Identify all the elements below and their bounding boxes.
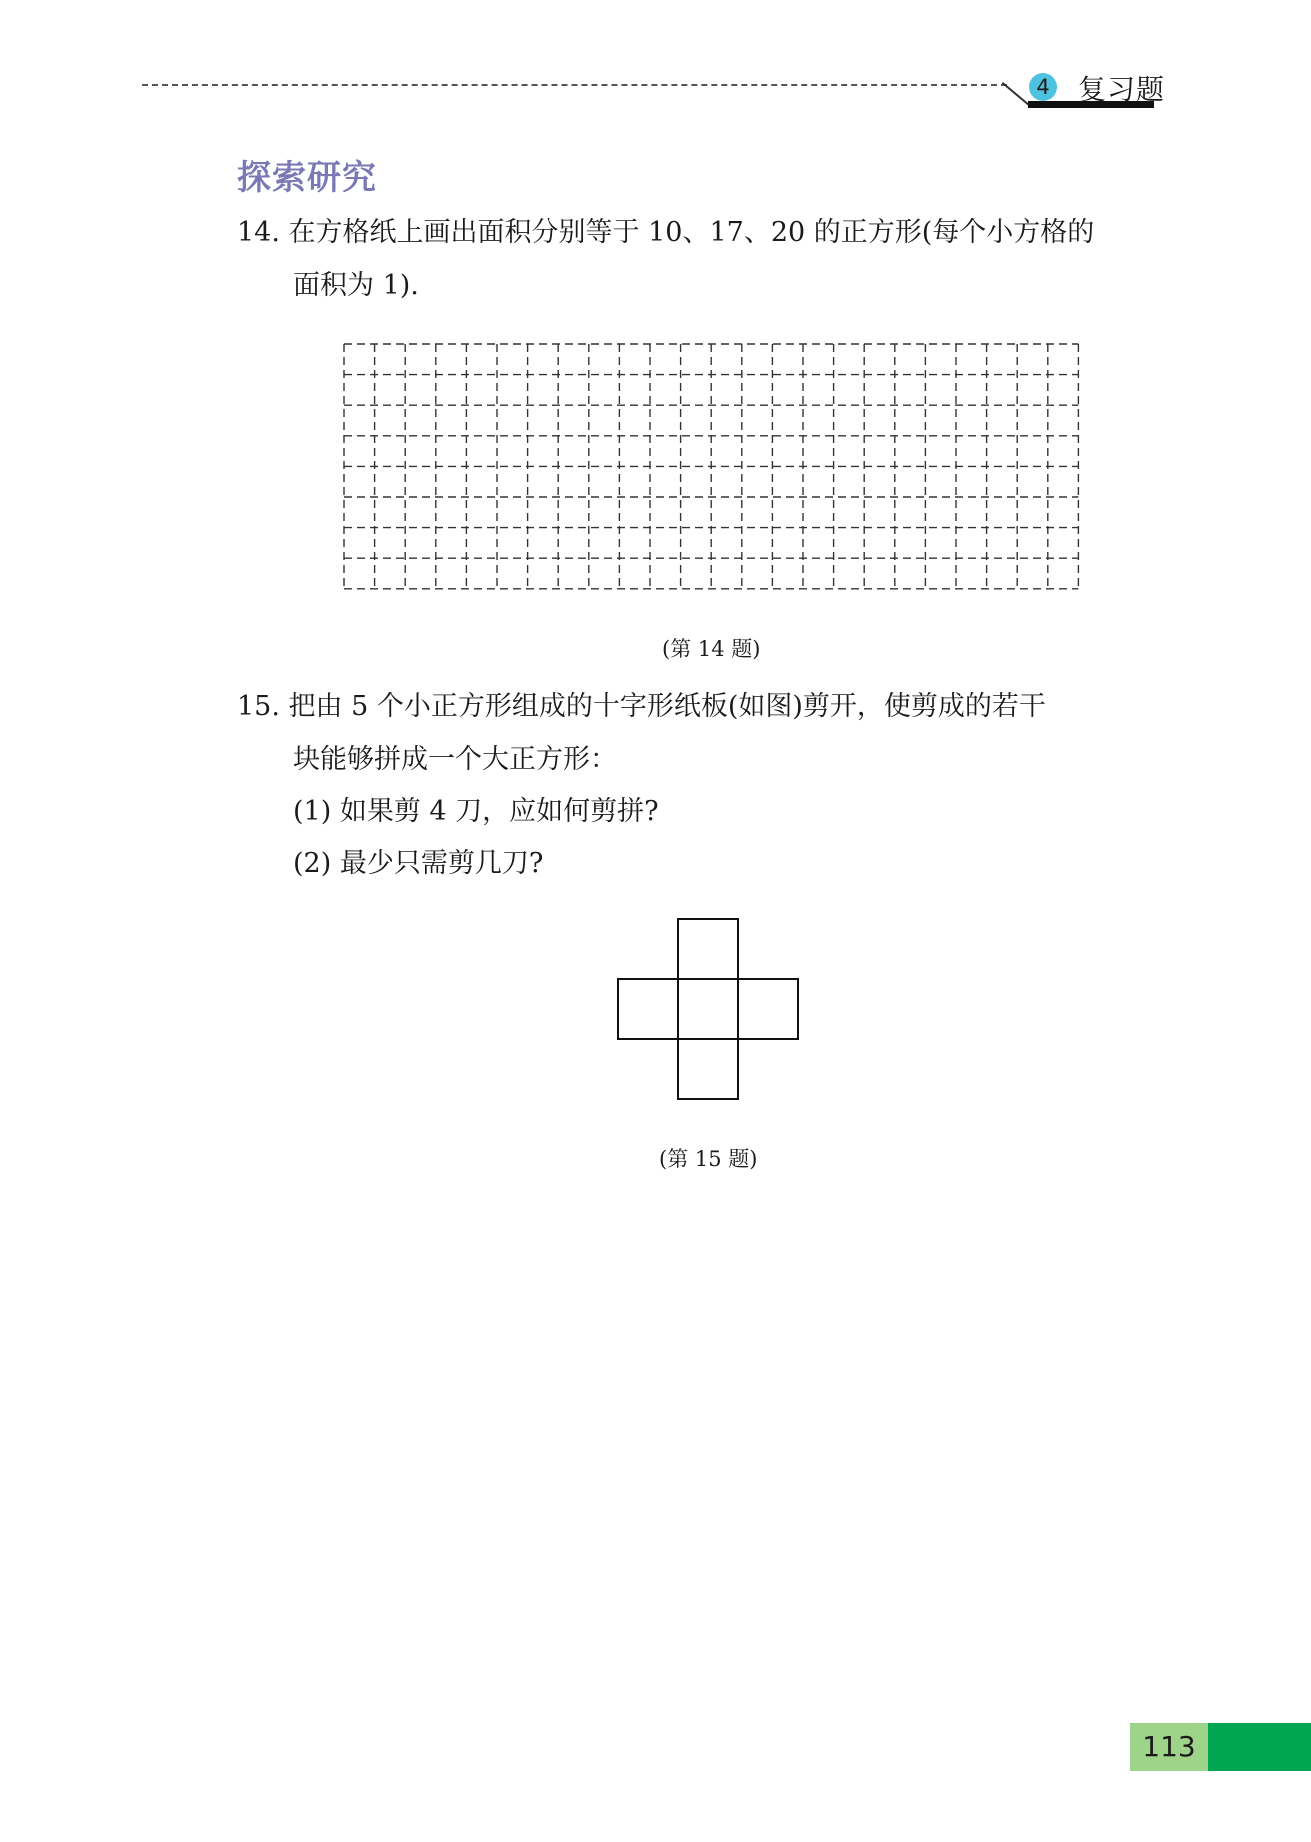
header-slant-rule — [1002, 82, 1029, 105]
q15-caption: (第 15 题) — [659, 1147, 758, 1171]
cross-square-top — [678, 919, 738, 979]
grid-paper — [343, 343, 1083, 593]
page-number-bar-dark — [1208, 1723, 1311, 1771]
q14-line2: 面积为 1). — [293, 270, 419, 301]
cross-square-left — [618, 979, 678, 1039]
q15-sub1: (1) 如果剪 4 刀，应如何剪拼? — [293, 796, 659, 827]
header-dashed-rule — [142, 84, 1007, 86]
q15-line1: 15. 把由 5 个小正方形组成的十字形纸板(如图)剪开，使剪成的若干 — [237, 691, 1046, 722]
cross-square-bottom — [678, 1039, 738, 1099]
cross-square-center — [678, 979, 738, 1039]
cross-shape-figure — [616, 917, 802, 1103]
chapter-number-badge: 4 — [1029, 73, 1057, 101]
chapter-title: 复习题 — [1078, 73, 1166, 106]
page-number: 113 — [1142, 1730, 1196, 1763]
q14-line1: 14. 在方格纸上画出面积分别等于 10、17、20 的正方形(每个小方格的 — [237, 217, 1095, 248]
q15-line2: 块能够拼成一个大正方形： — [293, 744, 617, 775]
q14-caption: (第 14 题) — [662, 637, 761, 661]
section-title: 探索研究 — [237, 158, 377, 198]
q15-sub2: (2) 最少只需剪几刀? — [293, 848, 544, 879]
cross-square-right — [738, 979, 798, 1039]
